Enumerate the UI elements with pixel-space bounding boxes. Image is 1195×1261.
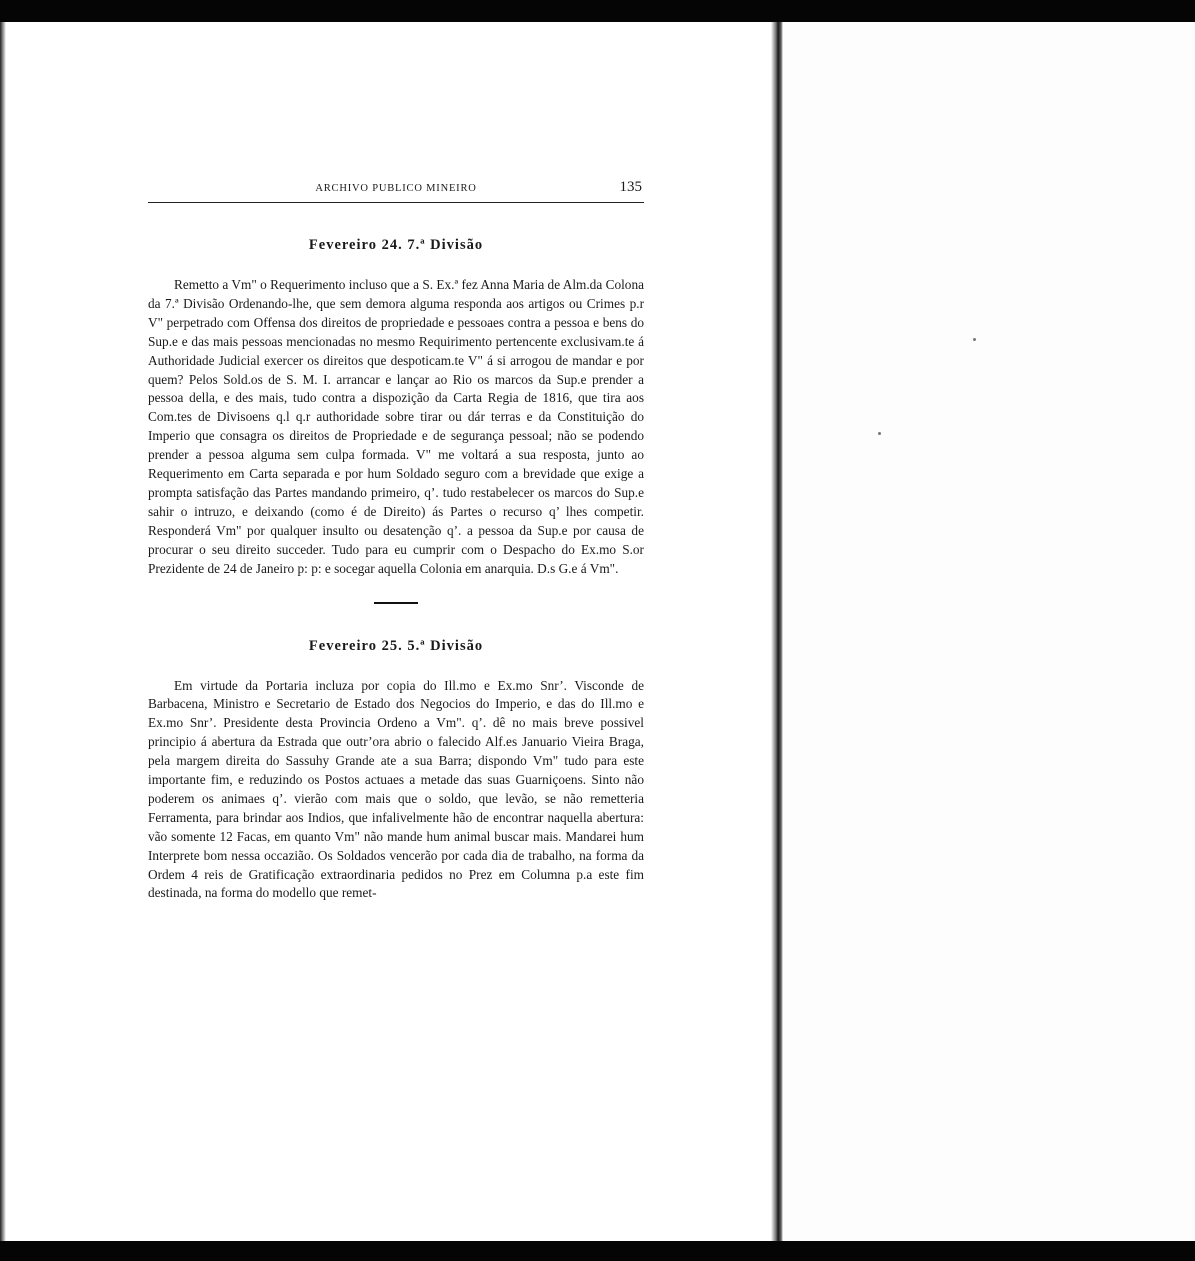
running-head — [148, 178, 644, 203]
running-title: ARCHIVO PUBLICO MINEIRO — [315, 183, 477, 194]
entry-text: Em virtude da Portaria incluza por copia do Ill.mo e Ex.mo Snr’. Visconde de Barbacena, Ministro e Secretario de Estado dos Negocios do Imperio, e das do Ill.mo e Ex.mo Snr’. Presidente desta Provincia Ordeno a Vm". q’. dê no mais breve possivel principio á abertura da Estrada que outr’ora abrio o falecido Alf.es Januario Vieira Braga, pela margem direita do Sassuhy Grande ate a sua Barra; dispondo Vm" tudo para este importante fim, e reduzindo os Postos actuaes a metade das suas Guarniçoens. Sinto não poderem os animaes q’. vierão com mais que o soldo, que levão, se não remetteria Ferramenta, para brindar aos Indios, que infalivelmente hão de encontrar naquella abertura: vão somente 12 Facas, em quanto Vm" não mande hum animal buscar mais. Mandarei hum Interprete bom nessa occazião. Os Soldados vencerão por cada dia de trabalho, na forma da Ordem 4 reis de Gratificação extraordinaria pedidos no Prez em Columna p.a este fim destinada, na forma do modello que remet- — [148, 677, 644, 901]
book-gutter — [771, 22, 783, 1241]
page-number: 135 — [619, 179, 642, 195]
entry-heading: Fevereiro 24. 7.ª Divisão — [308, 237, 484, 253]
blank-facing-page — [783, 22, 1195, 1241]
entry-heading: Fevereiro 25. 5.ª Divisão — [308, 637, 484, 654]
scan-speck — [878, 432, 881, 435]
section-divider — [374, 602, 418, 604]
scan-speck — [973, 338, 976, 341]
scan-top-border — [0, 0, 1195, 22]
entry-text: Remetto a Vm" o Requerimento incluso que a S. Ex.ª fez Anna Maria de Alm.da Colona da 7.ª Divisão Ordenando-lhe, que sem demora alguma responda aos artigos ou Crimes p.r V" perpetrado com Offensa dos direitos de propriedade e pessoaes contra a pessoa e bens do Sup.e e das mais pessoas mencionadas no mesmo Requirimento pertencente exclusivam.te á Authoridade Judicial exercer os direitos que despoticam.te V" á si arrogou de mandar e por quem? Pelos Sold.os de S. M. I. arrancar e lançar ao Rio os marcos da Sup.e prender a pessoa della, e des mais, tudo contra a dispozição da Carta Regia de 1816, que tira aos Com.tes de Divisoens q.l q.r authoridade sobre tirar ou dár terras e da Constituição do Imperio que consagra os direitos de Propriedade e de segurança pessoal; não se podendo prender a pessoa alguma sem culpa formada. V" me voltará a sua resposta, junto ao Requerimento em Carta separada e por hum Soldado seguro com a brevidade que exige a prompta satisfação das Partes mandando primeiro, q’. tudo restabelecer os marcos do Sup.e sahir o intruzo, e deixando (como é de Direito) ás Partes o recurso q’ lhes competir. Responderá Vm" por qualquer insulto ou desatenção q’. a pessoa da Sup.e por causa de procurar o seu direito succeder. Tudo para eu cumprir com o Despacho do Ex.mo S.or Prezidente de 24 de Janeiro p: p: e socegar aquella Colonia em anarquia. D.s G.e á Vm". — [148, 277, 644, 576]
book-page — [148, 178, 644, 903]
scan-bottom-border — [0, 1241, 1195, 1261]
scan-left-edge — [0, 22, 6, 1241]
